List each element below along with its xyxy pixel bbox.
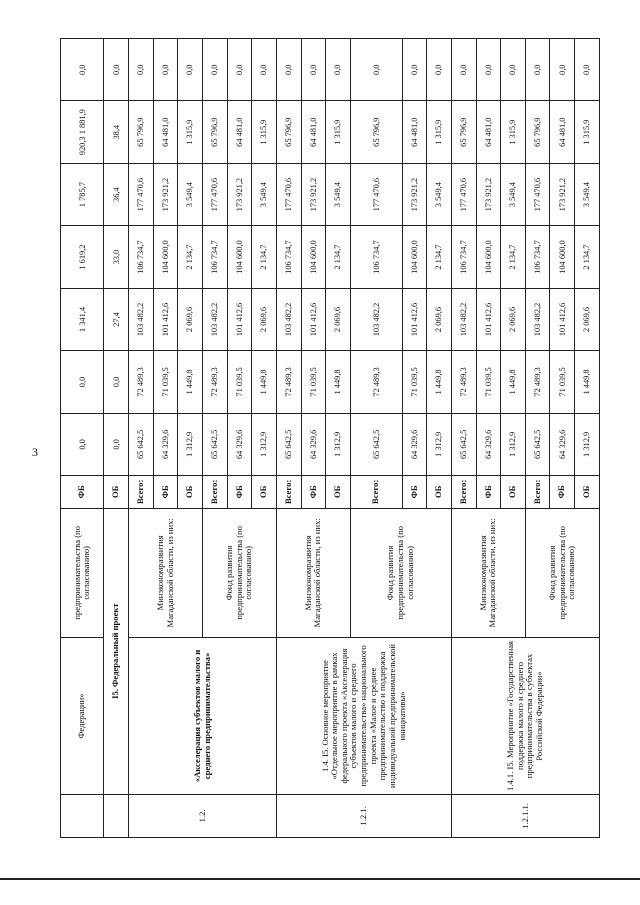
source-cell: ОБ — [178, 476, 203, 508]
table-row — [104, 39, 129, 838]
value-cell: 106 734,7 — [350, 226, 402, 288]
value-cell: 2 069,6 — [252, 288, 277, 350]
source-cell: ФБ — [153, 476, 178, 508]
value-cell: 0,0 — [501, 39, 526, 101]
value-cell: 3 549,4 — [178, 163, 203, 225]
org-cell: Фонд развития предпринимательства (по согласованию) — [350, 508, 451, 638]
value-cell: 2 134,7 — [575, 226, 600, 288]
value-cell: 71 039,5 — [476, 351, 501, 413]
value-cell: 0,0 — [451, 39, 476, 101]
value-cell: 1 315,9 — [501, 101, 526, 163]
value-cell: 1 312,9 — [252, 413, 277, 475]
value-cell: 104 600,0 — [227, 226, 252, 288]
value-cell: 173 921,2 — [402, 163, 427, 225]
value-cell: 65 642,5 — [525, 413, 550, 475]
value-cell: 2 134,7 — [427, 226, 452, 288]
value-cell: 101 412,6 — [476, 288, 501, 350]
value-cell: 38,4 — [104, 101, 129, 163]
value-cell: 177 470,6 — [129, 163, 154, 225]
value-cell: 1 312,9 — [501, 413, 526, 475]
org-cell: Фонд развития предпринимательства (по согласованию) — [525, 508, 599, 638]
value-cell: 177 470,6 — [525, 163, 550, 225]
value-cell: 1 449,8 — [178, 351, 203, 413]
value-cell: 0,0 — [427, 39, 452, 101]
value-cell: 101 412,6 — [301, 288, 326, 350]
value-cell: 65 796,9 — [129, 101, 154, 163]
value-cell: 106 734,7 — [276, 226, 301, 288]
value-cell: 64 329,6 — [476, 413, 501, 475]
org-cell: Минэкономразвития Магаданской области, из них: — [451, 508, 525, 638]
value-cell: 0,0 — [178, 39, 203, 101]
value-cell: 0,0 — [550, 39, 575, 101]
value-cell: 65 642,5 — [350, 413, 402, 475]
value-cell: 0,0 — [276, 39, 301, 101]
value-cell: 33,0 — [104, 226, 129, 288]
value-cell: 64 481,0 — [402, 101, 427, 163]
value-cell: 103 482,2 — [203, 288, 228, 350]
value-cell: 0,0 — [575, 39, 600, 101]
value-cell: 3 549,4 — [427, 163, 452, 225]
org-cell: Минэкономразвития Магаданской области, из них: — [129, 508, 203, 638]
value-cell: 0,0 — [61, 351, 104, 413]
value-cell: 71 039,5 — [153, 351, 178, 413]
value-cell: 64 481,0 — [301, 101, 326, 163]
value-cell: 106 734,7 — [451, 226, 476, 288]
source-cell: ФБ — [550, 476, 575, 508]
source-cell: ФБ — [476, 476, 501, 508]
value-cell: 1 312,9 — [427, 413, 452, 475]
value-cell: 64 329,6 — [301, 413, 326, 475]
value-cell: 0,0 — [61, 413, 104, 475]
name-cell: 1.4. I5. Основное мероприятие «Отдельное мероприятие в рамках федерального проекта «Акселерация субъектов малого и среднего предпринимательства» национального проекта «Малое и среднее предпринимательство и поддержка индивидуальной предпринимательской инициативы» — [276, 638, 451, 795]
value-cell: 71 039,5 — [301, 351, 326, 413]
source-cell: ОБ — [501, 476, 526, 508]
code-cell — [104, 794, 129, 837]
source-cell: ФБ — [227, 476, 252, 508]
rotated-page-content — [60, 38, 600, 838]
source-cell: Всего: — [525, 476, 550, 508]
value-cell: 106 734,7 — [525, 226, 550, 288]
source-cell: ФБ — [61, 476, 104, 508]
value-cell: 65 642,5 — [276, 413, 301, 475]
name-cell: Федерации» — [61, 638, 104, 795]
value-cell: 103 482,2 — [451, 288, 476, 350]
value-cell: 104 600,0 — [476, 226, 501, 288]
value-cell: 64 481,0 — [227, 101, 252, 163]
value-cell: 72 489,3 — [451, 351, 476, 413]
value-cell: 64 329,6 — [227, 413, 252, 475]
org-cell: Фонд развития предпринимательства (по согласованию) — [203, 508, 277, 638]
value-cell: 101 412,6 — [550, 288, 575, 350]
table-row — [129, 39, 154, 838]
value-cell: 2 069,6 — [427, 288, 452, 350]
source-cell: ОБ — [575, 476, 600, 508]
value-cell: 3 549,4 — [326, 163, 351, 225]
source-cell: ФБ — [301, 476, 326, 508]
code-cell: 1.2.1. — [276, 794, 451, 837]
table-row — [451, 39, 476, 838]
value-cell: 64 481,0 — [476, 101, 501, 163]
value-cell: 101 412,6 — [153, 288, 178, 350]
value-cell: 2 069,6 — [575, 288, 600, 350]
value-cell: 104 600,0 — [550, 226, 575, 288]
value-cell: 1 785,7 — [61, 163, 104, 225]
source-cell: ОБ — [104, 476, 129, 508]
value-cell: 71 039,5 — [550, 351, 575, 413]
value-cell: 173 921,2 — [476, 163, 501, 225]
value-cell: 1 449,8 — [575, 351, 600, 413]
source-cell: ФБ — [402, 476, 427, 508]
value-cell: 3 549,4 — [575, 163, 600, 225]
value-cell: 0,0 — [104, 351, 129, 413]
value-cell: 65 642,5 — [203, 413, 228, 475]
name-cell: «Акселерация субъектов малого и среднего предпринимательства» — [129, 638, 277, 795]
value-cell: 1 315,9 — [178, 101, 203, 163]
table-row — [276, 39, 301, 838]
value-cell: 177 470,6 — [276, 163, 301, 225]
value-cell: 0,0 — [326, 39, 351, 101]
value-cell: 64 329,6 — [153, 413, 178, 475]
value-cell: 2 134,7 — [252, 226, 277, 288]
value-cell: 0,0 — [104, 39, 129, 101]
source-cell: Всего: — [203, 476, 228, 508]
value-cell: 104 600,0 — [153, 226, 178, 288]
value-cell: 65 796,9 — [525, 101, 550, 163]
value-cell: 173 921,2 — [301, 163, 326, 225]
page-number: 3 — [32, 445, 38, 459]
value-cell: 2 134,7 — [501, 226, 526, 288]
value-cell: 0,0 — [301, 39, 326, 101]
value-cell: 173 921,2 — [550, 163, 575, 225]
source-cell: ОБ — [326, 476, 351, 508]
value-cell: 1 449,8 — [427, 351, 452, 413]
value-cell: 0,0 — [350, 39, 402, 101]
value-cell: 104 600,0 — [301, 226, 326, 288]
value-cell: 104 600,0 — [402, 226, 427, 288]
source-cell: Всего: — [276, 476, 301, 508]
value-cell: 101 412,6 — [227, 288, 252, 350]
value-cell: 173 921,2 — [227, 163, 252, 225]
value-cell: 2 069,6 — [326, 288, 351, 350]
value-cell: 1 449,8 — [252, 351, 277, 413]
value-cell: 106 734,7 — [129, 226, 154, 288]
name-cell: 1.4.1. I5. Мероприятие «Государственная поддержка малого и среднего предпринимательства в субъектах Российской Федерации» — [451, 638, 599, 795]
value-cell: 1 449,8 — [501, 351, 526, 413]
value-cell: 64 481,0 — [153, 101, 178, 163]
budget-table — [60, 38, 600, 838]
value-cell: 71 039,5 — [227, 351, 252, 413]
value-cell: 0,0 — [402, 39, 427, 101]
value-cell: 103 482,2 — [129, 288, 154, 350]
value-cell: 177 470,6 — [451, 163, 476, 225]
value-cell: 3 549,4 — [501, 163, 526, 225]
value-cell: 2 069,6 — [178, 288, 203, 350]
value-cell: 1 312,9 — [326, 413, 351, 475]
value-cell: 64 329,6 — [402, 413, 427, 475]
value-cell: 103 482,2 — [350, 288, 402, 350]
value-cell: 1 341,4 — [61, 288, 104, 350]
value-cell: 1 315,9 — [252, 101, 277, 163]
value-cell: 72 489,3 — [525, 351, 550, 413]
value-cell: 2 134,7 — [178, 226, 203, 288]
value-cell: 177 470,6 — [203, 163, 228, 225]
value-cell: 1 315,9 — [575, 101, 600, 163]
source-cell: Всего: — [129, 476, 154, 508]
value-cell: 65 642,5 — [129, 413, 154, 475]
value-cell: 0,0 — [129, 39, 154, 101]
value-cell: 65 796,9 — [451, 101, 476, 163]
value-cell: 101 412,6 — [402, 288, 427, 350]
value-cell: 173 921,2 — [153, 163, 178, 225]
code-cell — [61, 794, 104, 837]
value-cell: 36,4 — [104, 163, 129, 225]
value-cell: 0,0 — [476, 39, 501, 101]
code-cell: 1.2.1.1. — [451, 794, 599, 837]
value-cell: 0,0 — [61, 39, 104, 101]
code-cell: 1.2. — [129, 794, 277, 837]
value-cell: 920,3 1 881,9 — [61, 101, 104, 163]
value-cell: 0,0 — [153, 39, 178, 101]
value-cell: 65 642,5 — [451, 413, 476, 475]
value-cell: 72 489,3 — [129, 351, 154, 413]
value-cell: 72 489,3 — [276, 351, 301, 413]
value-cell: 0,0 — [104, 413, 129, 475]
value-cell: 3 549,4 — [252, 163, 277, 225]
value-cell: 103 482,2 — [276, 288, 301, 350]
source-cell: Всего: — [451, 476, 476, 508]
value-cell: 106 734,7 — [203, 226, 228, 288]
value-cell: 1 315,9 — [427, 101, 452, 163]
value-cell: 65 796,9 — [276, 101, 301, 163]
value-cell: 72 489,3 — [203, 351, 228, 413]
table-body — [61, 39, 600, 838]
value-cell: 0,0 — [525, 39, 550, 101]
table-row — [61, 39, 104, 838]
source-cell: ОБ — [252, 476, 277, 508]
value-cell: 0,0 — [227, 39, 252, 101]
value-cell: 0,0 — [203, 39, 228, 101]
value-cell: 1 312,9 — [575, 413, 600, 475]
org-cell: Минэкономразвития Магаданской области, из них: — [276, 508, 350, 638]
value-cell: 65 796,9 — [203, 101, 228, 163]
source-cell: Всего: — [350, 476, 402, 508]
value-cell: 1 315,9 — [326, 101, 351, 163]
value-cell: 27,4 — [104, 288, 129, 350]
source-cell: ОБ — [427, 476, 452, 508]
org-cell: предпринимательства (по согласованию) — [61, 508, 104, 638]
value-cell: 177 470,6 — [350, 163, 402, 225]
value-cell: 2 134,7 — [326, 226, 351, 288]
value-cell: 65 796,9 — [350, 101, 402, 163]
value-cell: 64 329,6 — [550, 413, 575, 475]
value-cell: 1 619,2 — [61, 226, 104, 288]
value-cell: 1 449,8 — [326, 351, 351, 413]
value-cell: 0,0 — [252, 39, 277, 101]
value-cell: 64 481,0 — [550, 101, 575, 163]
value-cell: 1 312,9 — [178, 413, 203, 475]
value-cell: 2 069,6 — [501, 288, 526, 350]
value-cell: 71 039,5 — [402, 351, 427, 413]
project-label: I5. Федеральный проект — [104, 508, 129, 794]
value-cell: 72 489,3 — [350, 351, 402, 413]
value-cell: 103 482,2 — [525, 288, 550, 350]
bottom-rule — [0, 878, 640, 880]
